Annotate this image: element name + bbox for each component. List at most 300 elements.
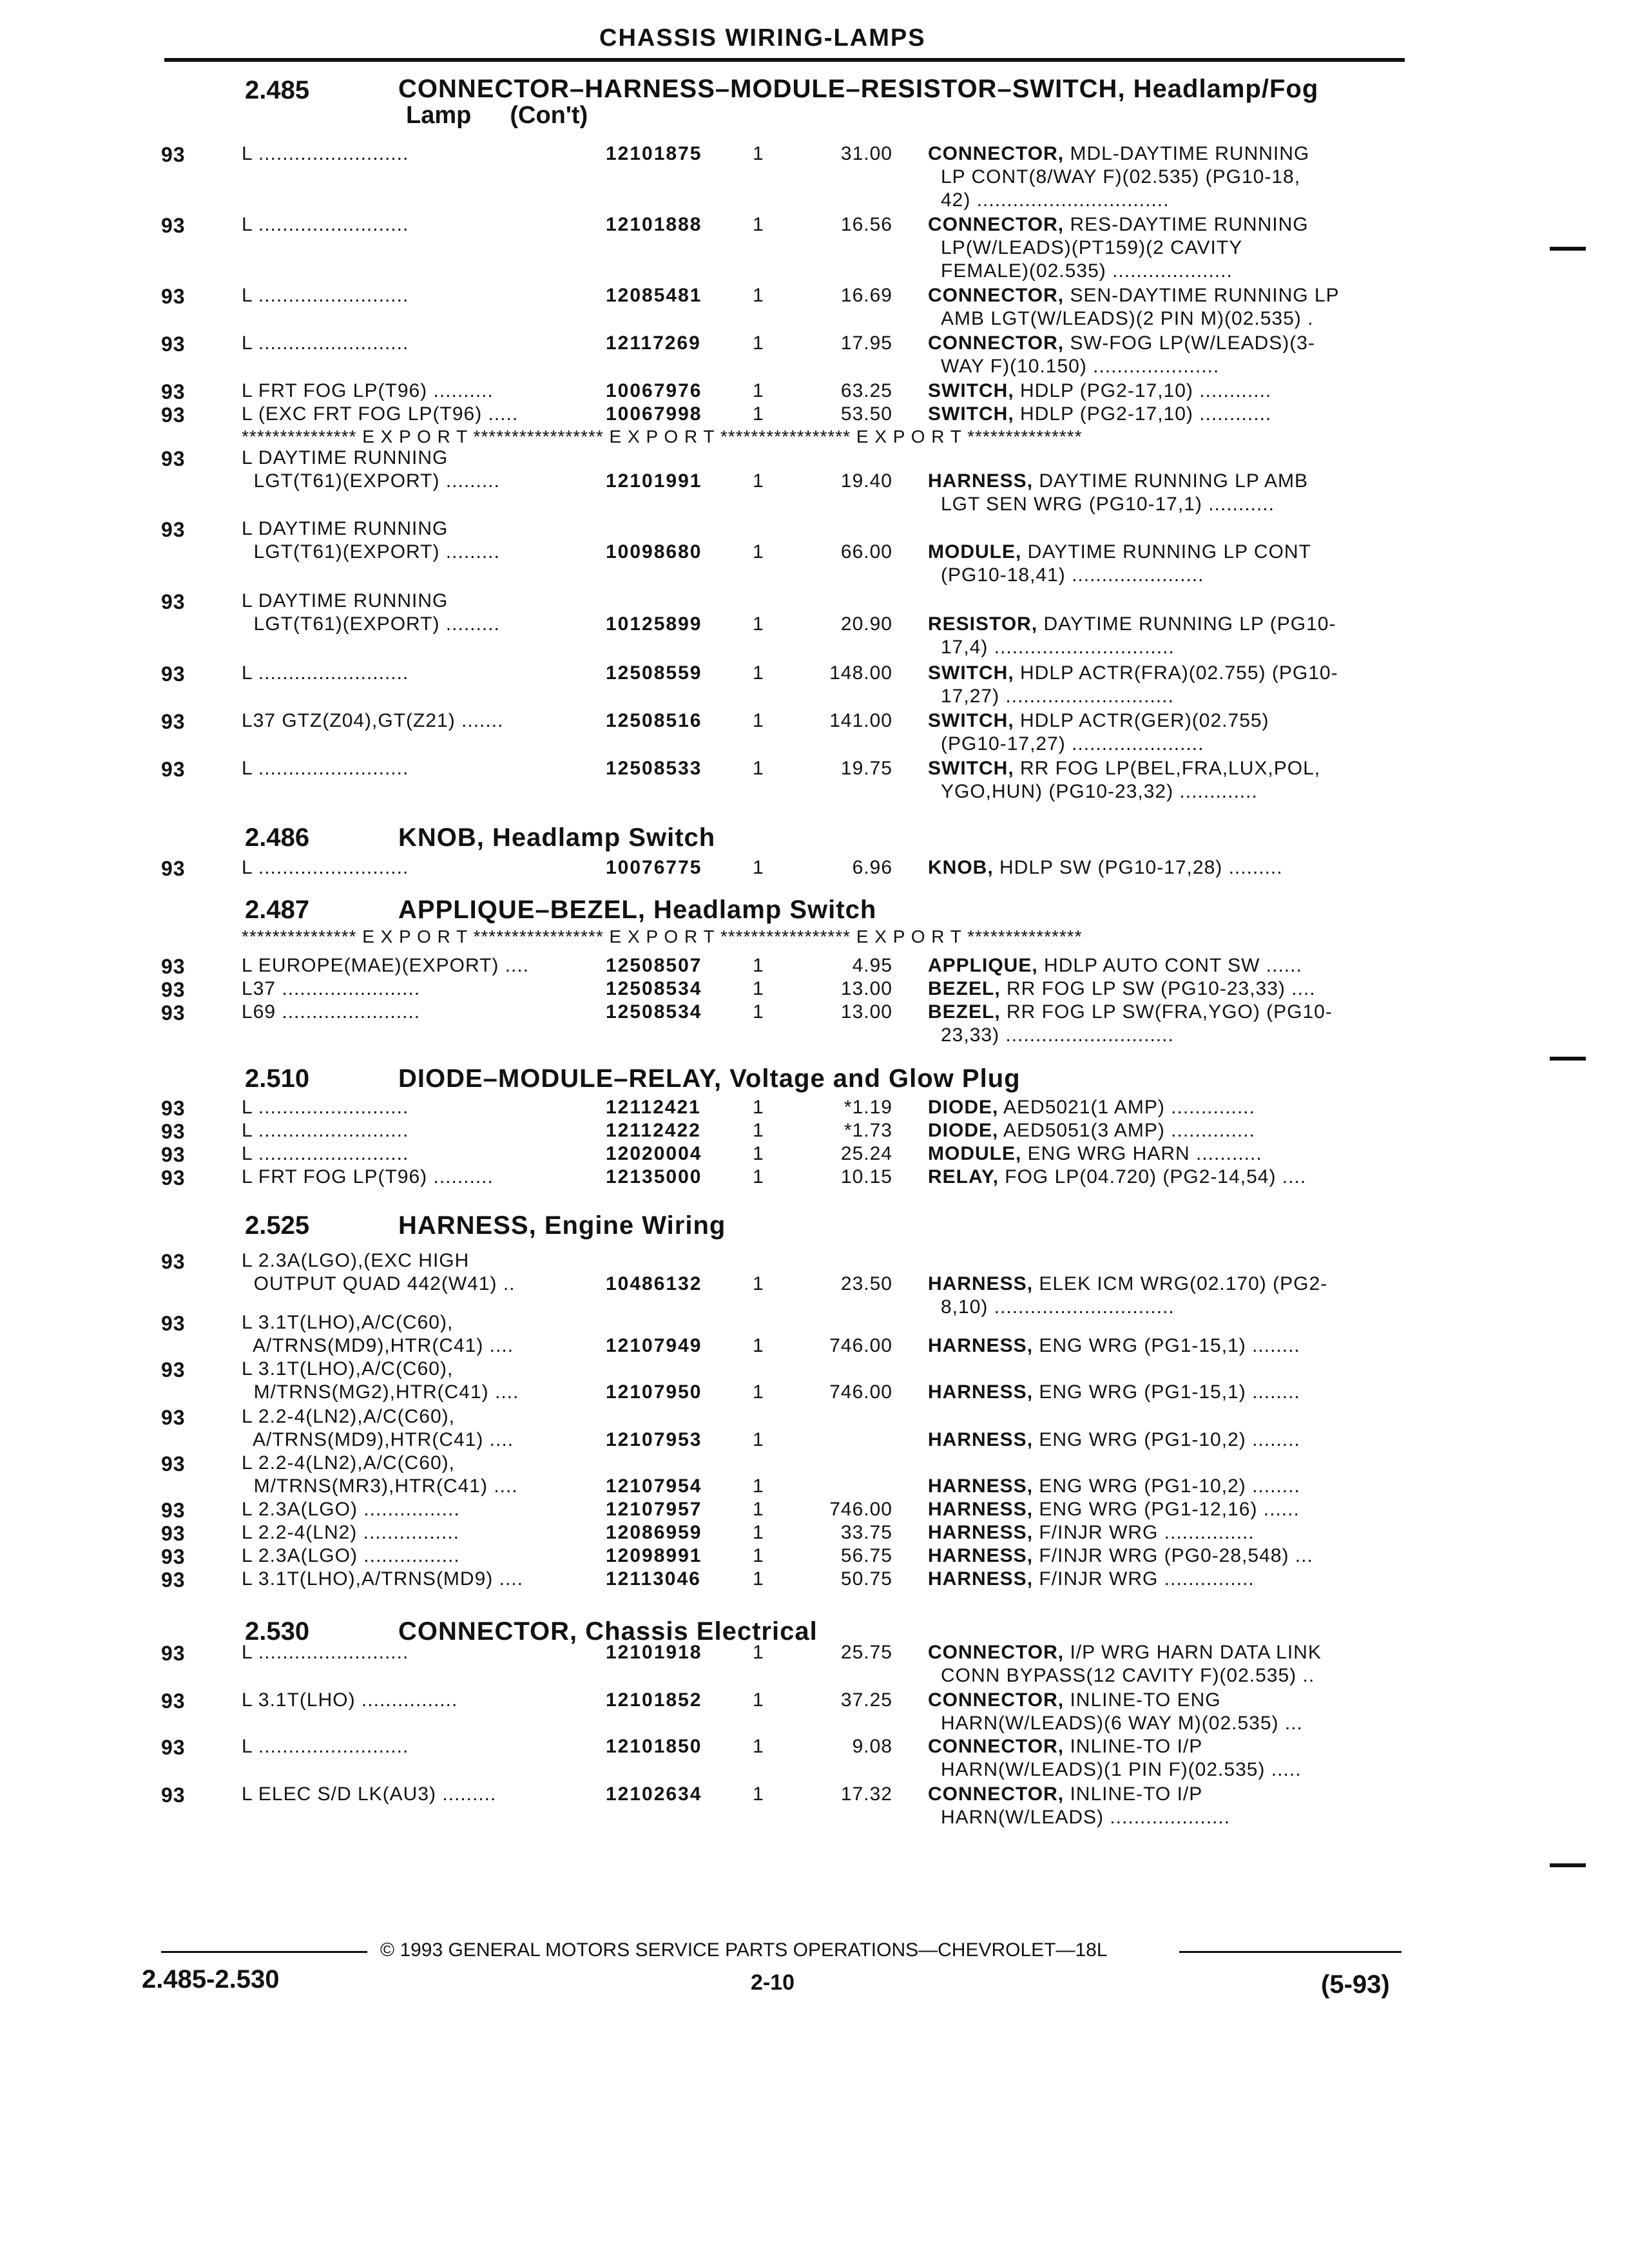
part-detail: RR FOG LP(BEL,FRA,LUX,POL,	[1014, 758, 1321, 779]
section-title: APPLIQUE–BEZEL, Headlamp Switch	[398, 896, 877, 924]
part-number: 12508507	[606, 955, 702, 976]
part-type: CONNECTOR,	[928, 1642, 1065, 1663]
part-type: HARNESS,	[928, 1429, 1034, 1450]
usage-description: L37 .......................	[242, 978, 421, 999]
part-detail: DAYTIME RUNNING LP CONT	[1021, 541, 1311, 562]
price: 19.75	[840, 758, 892, 779]
model-year: 93	[161, 758, 186, 781]
usage-description: L 3.1T(LHO),A/TRNS(MD9) ....	[242, 1568, 523, 1590]
part-type: CONNECTOR,	[928, 1689, 1065, 1711]
part-description	[928, 710, 1269, 732]
part-description-continued: HARN(W/LEADS)(6 WAY M)(02.535) ...	[941, 1713, 1303, 1734]
model-year: 93	[161, 1545, 186, 1568]
model-year: 93	[161, 1642, 186, 1665]
part-description	[928, 758, 1320, 780]
price: 33.75	[840, 1522, 892, 1543]
part-number: 10067998	[606, 403, 702, 425]
price: *1.73	[843, 1120, 892, 1141]
part-number: 12101888	[606, 214, 702, 235]
quantity: 1	[753, 541, 764, 562]
part-detail: ENG WRG (PG1-15,1) ........	[1033, 1335, 1300, 1356]
model-year: 93	[161, 1120, 186, 1143]
section-number: 2.487	[245, 896, 310, 924]
section-subtitle-lamp: Lamp	[406, 102, 472, 129]
usage-description: M/TRNS(MR3),HTR(C41) ....	[242, 1475, 518, 1497]
part-detail: ENG WRG (PG1-10,2) ........	[1033, 1429, 1300, 1450]
usage-description: L .........................	[242, 143, 409, 164]
quantity: 1	[753, 1273, 764, 1294]
part-number: 12107950	[606, 1381, 702, 1403]
price: 10.15	[840, 1166, 892, 1187]
usage-description: L 2.3A(LGO) ................	[242, 1499, 460, 1520]
part-description	[928, 1475, 1300, 1497]
part-type: HARNESS,	[928, 1273, 1034, 1294]
usage-description: L DAYTIME RUNNING	[242, 590, 448, 611]
section-number: 2.486	[245, 823, 310, 852]
part-description	[928, 1642, 1322, 1664]
part-number: 10076775	[606, 857, 702, 878]
part-description	[928, 143, 1309, 165]
part-description-continued: HARN(W/LEADS) ....................	[941, 1807, 1231, 1828]
usage-description: L FRT FOG LP(T96) ..........	[242, 1166, 494, 1187]
part-detail: SEN-DAYTIME RUNNING LP	[1064, 285, 1340, 306]
quantity: 1	[753, 1736, 764, 1757]
model-year: 93	[161, 1001, 186, 1024]
model-year: 93	[161, 332, 186, 356]
part-description	[928, 1001, 1333, 1023]
page-header: CHASSIS WIRING-LAMPS	[599, 24, 926, 52]
part-type: HARNESS,	[928, 1545, 1034, 1566]
part-detail: HDLP (PG2-17,10) ............	[1014, 380, 1272, 401]
part-type: SWITCH,	[928, 380, 1014, 401]
part-detail: INLINE-TO I/P	[1064, 1736, 1203, 1757]
usage-description: L .........................	[242, 758, 409, 779]
part-detail: ENG WRG (PG1-10,2) ........	[1033, 1475, 1300, 1497]
price: 20.90	[840, 613, 892, 635]
section-title: DIODE–MODULE–RELAY, Voltage and Glow Plug	[398, 1064, 1021, 1093]
part-detail: F/INJR WRG (PG0-28,548) ...	[1033, 1545, 1313, 1566]
part-number: 12508559	[606, 662, 702, 684]
quantity: 1	[753, 613, 764, 635]
quantity: 1	[753, 710, 764, 731]
model-year: 93	[161, 857, 186, 880]
price: *1.19	[843, 1097, 892, 1118]
part-description	[928, 1783, 1202, 1805]
part-description	[928, 1166, 1306, 1188]
model-year: 93	[161, 1689, 186, 1713]
footer-date: (5-93)	[1321, 1970, 1390, 1999]
model-year: 93	[161, 1406, 186, 1429]
part-number: 12101852	[606, 1689, 702, 1711]
export-separator: *************** E X P O R T ***************** E X P O R T ***************** E X P O R T ***************	[242, 427, 1083, 447]
price: 148.00	[829, 662, 892, 684]
section-title-continued	[406, 102, 588, 130]
model-year: 93	[161, 403, 186, 427]
part-detail: RES-DAYTIME RUNNING	[1064, 214, 1309, 235]
section-number: 2.485	[245, 76, 310, 104]
part-type: HARNESS,	[928, 470, 1034, 492]
part-type: SWITCH,	[928, 710, 1014, 731]
quantity: 1	[753, 403, 764, 425]
part-detail: INLINE-TO I/P	[1064, 1783, 1203, 1805]
edge-mark	[1550, 247, 1586, 251]
usage-description: L .........................	[242, 214, 409, 235]
usage-description: L .........................	[242, 1736, 409, 1757]
part-detail: SW-FOG LP(W/LEADS)(3-	[1064, 332, 1315, 354]
part-description-continued: (PG10-17,27) ......................	[941, 733, 1204, 754]
part-number: 10486132	[606, 1273, 702, 1294]
usage-description: OUTPUT QUAD 442(W41) ..	[242, 1273, 516, 1294]
part-description	[928, 1522, 1255, 1544]
part-type: HARNESS,	[928, 1335, 1034, 1356]
part-detail: HDLP ACTR(FRA)(02.755) (PG10-	[1014, 662, 1338, 684]
part-number: 12020004	[606, 1143, 702, 1164]
part-type: KNOB,	[928, 857, 994, 878]
part-description-continued: (PG10-18,41) ......................	[941, 564, 1204, 586]
quantity: 1	[753, 332, 764, 354]
model-year: 93	[161, 1097, 186, 1120]
quantity: 1	[753, 1001, 764, 1023]
usage-description: L37 GTZ(Z04),GT(Z21) .......	[242, 710, 504, 731]
part-type: DIODE,	[928, 1120, 999, 1141]
price: 6.96	[852, 857, 892, 878]
quantity: 1	[753, 1429, 764, 1450]
part-description	[928, 285, 1340, 307]
part-number: 12508516	[606, 710, 702, 731]
part-type: CONNECTOR,	[928, 332, 1065, 354]
part-description-continued: 17,4) ..............................	[941, 637, 1175, 658]
usage-description: L 3.1T(LHO) ................	[242, 1689, 458, 1711]
price: 66.00	[840, 541, 892, 562]
model-year: 93	[161, 380, 186, 403]
usage-description: L .........................	[242, 662, 409, 684]
part-number: 12101918	[606, 1642, 702, 1663]
model-year: 93	[161, 1783, 186, 1807]
model-year: 93	[161, 662, 186, 686]
price: 25.75	[840, 1642, 892, 1663]
usage-description: L 2.3A(LGO),(EXC HIGH	[242, 1250, 470, 1271]
usage-description: L .........................	[242, 285, 409, 306]
section-number: 2.510	[245, 1064, 310, 1093]
export-separator: *************** E X P O R T ***************** E X P O R T ***************** E X P O R T ***************	[242, 927, 1083, 947]
part-type: CONNECTOR,	[928, 285, 1065, 306]
part-description	[928, 380, 1271, 402]
edge-mark	[1550, 1863, 1586, 1867]
model-year: 93	[161, 590, 186, 613]
usage-description: LGT(T61)(EXPORT) .........	[242, 470, 500, 492]
quantity: 1	[753, 1545, 764, 1566]
price: 13.00	[840, 1001, 892, 1023]
part-type: MODULE,	[928, 541, 1022, 562]
part-type: DIODE,	[928, 1097, 999, 1118]
part-type: HARNESS,	[928, 1568, 1034, 1590]
model-year: 93	[161, 143, 186, 166]
usage-description: L FRT FOG LP(T96) ..........	[242, 380, 494, 401]
part-description-continued: WAY F)(10.150) .....................	[941, 356, 1220, 377]
footer-range: 2.485-2.530	[142, 1965, 280, 1994]
price: 746.00	[829, 1499, 892, 1520]
section-title: HARNESS, Engine Wiring	[398, 1211, 726, 1240]
part-description	[928, 1143, 1262, 1165]
model-year: 93	[161, 955, 186, 978]
quantity: 1	[753, 662, 764, 684]
price: 50.75	[840, 1568, 892, 1590]
usage-description: L 2.3A(LGO) ................	[242, 1545, 460, 1566]
quantity: 1	[753, 1097, 764, 1118]
quantity: 1	[753, 143, 764, 164]
part-type: CONNECTOR,	[928, 1783, 1065, 1805]
usage-description: L 2.2-4(LN2),A/C(C60),	[242, 1452, 455, 1474]
price: 13.00	[840, 978, 892, 999]
model-year: 93	[161, 1568, 186, 1591]
model-year: 93	[161, 1499, 186, 1522]
part-description-continued: HARN(W/LEADS)(1 PIN F)(02.535) .....	[941, 1759, 1302, 1780]
quantity: 1	[753, 1499, 764, 1520]
quantity: 1	[753, 1381, 764, 1403]
quantity: 1	[753, 1689, 764, 1711]
model-year: 93	[161, 447, 186, 470]
model-year: 93	[161, 1143, 186, 1166]
part-number: 10098680	[606, 541, 702, 562]
part-detail: DAYTIME RUNNING LP AMB	[1033, 470, 1308, 492]
part-number: 12107953	[606, 1429, 702, 1450]
part-type: CONNECTOR,	[928, 1736, 1065, 1757]
part-detail: INLINE-TO ENG	[1064, 1689, 1221, 1711]
model-year: 93	[161, 1166, 186, 1189]
part-number: 12135000	[606, 1166, 702, 1187]
part-detail: F/INJR WRG ...............	[1033, 1522, 1255, 1543]
part-type: RELAY,	[928, 1166, 999, 1187]
edge-mark	[1550, 1057, 1586, 1061]
quantity: 1	[753, 1475, 764, 1497]
quantity: 1	[753, 955, 764, 976]
part-description-continued: LGT SEN WRG (PG10-17,1) ...........	[941, 494, 1275, 515]
part-description-continued: FEMALE)(02.535) ....................	[941, 260, 1233, 282]
part-number: 12112422	[606, 1120, 701, 1141]
part-description	[928, 1545, 1313, 1567]
usage-description: L .........................	[242, 1642, 409, 1663]
part-description-continued: LP CONT(8/WAY F)(02.535) (PG10-18,	[941, 166, 1301, 187]
model-year: 93	[161, 1312, 186, 1335]
part-description	[928, 1381, 1300, 1403]
part-description	[928, 978, 1316, 1000]
model-year: 93	[161, 1250, 186, 1273]
part-number: 12101991	[606, 470, 702, 492]
price: 17.95	[840, 332, 892, 354]
part-type: MODULE,	[928, 1143, 1022, 1164]
usage-description: LGT(T61)(EXPORT) .........	[242, 613, 500, 635]
model-year: 93	[161, 1522, 186, 1545]
part-description	[928, 470, 1308, 492]
model-year: 93	[161, 1358, 186, 1381]
part-number: 12086959	[606, 1522, 702, 1543]
part-detail: HDLP ACTR(GER)(02.755)	[1014, 710, 1269, 731]
part-description-continued: LP(W/LEADS)(PT159)(2 CAVITY	[941, 237, 1243, 258]
part-detail: MDL-DAYTIME RUNNING	[1064, 143, 1310, 164]
part-detail: RR FOG LP SW(FRA,YGO) (PG10-	[1000, 1001, 1333, 1023]
part-number: 12107949	[606, 1335, 702, 1356]
part-type: APPLIQUE,	[928, 955, 1038, 976]
part-detail: ENG WRG (PG1-12,16) ......	[1033, 1499, 1300, 1520]
part-description	[928, 1097, 1255, 1119]
part-description	[928, 955, 1302, 977]
part-number: 12101850	[606, 1736, 702, 1757]
part-description	[928, 1736, 1202, 1758]
usage-description: L (EXC FRT FOG LP(T96) .....	[242, 403, 519, 425]
price: 56.75	[840, 1545, 892, 1566]
part-detail: ELEK ICM WRG(02.170) (PG2-	[1033, 1273, 1328, 1294]
section-title: CONNECTOR, Chassis Electrical	[398, 1617, 818, 1646]
part-description	[928, 1499, 1300, 1521]
usage-description: L69 .......................	[242, 1001, 421, 1023]
quantity: 1	[753, 758, 764, 779]
quantity: 1	[753, 1568, 764, 1590]
part-detail: ENG WRG HARN ...........	[1021, 1143, 1262, 1164]
usage-description: LGT(T61)(EXPORT) .........	[242, 541, 500, 562]
part-type: BEZEL,	[928, 978, 1001, 999]
part-type: HARNESS,	[928, 1499, 1034, 1520]
quantity: 1	[753, 1783, 764, 1805]
price: 746.00	[829, 1381, 892, 1403]
usage-description: L .........................	[242, 1143, 409, 1164]
part-number: 10067976	[606, 380, 702, 401]
part-detail: RR FOG LP SW (PG10-23,33) ....	[1000, 978, 1316, 999]
part-type: BEZEL,	[928, 1001, 1001, 1023]
quantity: 1	[753, 1143, 764, 1164]
price: 141.00	[829, 710, 892, 731]
model-year: 93	[161, 1452, 186, 1475]
part-number: 12101875	[606, 143, 702, 164]
usage-description: L EUROPE(MAE)(EXPORT) ....	[242, 955, 530, 976]
part-type: HARNESS,	[928, 1475, 1034, 1497]
footer-rule-left	[161, 1951, 367, 1953]
quantity: 1	[753, 470, 764, 492]
usage-description: L 3.1T(LHO),A/C(C60),	[242, 1312, 454, 1333]
price: 23.50	[840, 1273, 892, 1294]
part-description	[928, 662, 1338, 684]
usage-description: L ELEC S/D LK(AU3) .........	[242, 1783, 497, 1805]
part-description	[928, 1120, 1255, 1142]
usage-description: L DAYTIME RUNNING	[242, 447, 448, 468]
usage-description: L .........................	[242, 332, 409, 354]
part-description-continued: 23,33) ............................	[941, 1024, 1174, 1046]
part-detail: HDLP (PG2-17,10) ............	[1014, 403, 1272, 425]
section-subtitle-cont: (Con't)	[510, 102, 588, 129]
part-type: RESISTOR,	[928, 613, 1038, 635]
footer-copyright: © 1993 GENERAL MOTORS SERVICE PARTS OPERATIONS—CHEVROLET—18L	[380, 1939, 1108, 1961]
price: 16.69	[840, 285, 892, 306]
usage-description: L .........................	[242, 1097, 409, 1118]
part-number: 12112421	[606, 1097, 701, 1118]
part-detail: HDLP AUTO CONT SW ......	[1037, 955, 1302, 976]
part-number: 12117269	[606, 332, 701, 354]
part-number: 12113046	[606, 1568, 701, 1590]
part-description-continued: 8,10) ..............................	[941, 1296, 1175, 1318]
model-year: 93	[161, 978, 186, 1001]
usage-description: L .........................	[242, 857, 409, 878]
part-type: SWITCH,	[928, 758, 1014, 779]
quantity: 1	[753, 1166, 764, 1187]
part-number: 12107954	[606, 1475, 702, 1497]
usage-description: L 3.1T(LHO),A/C(C60),	[242, 1358, 454, 1379]
footer-rule-right	[1179, 1951, 1402, 1953]
part-number: 12508534	[606, 1001, 702, 1023]
quantity: 1	[753, 214, 764, 235]
part-description-continued: 42) ................................	[941, 189, 1170, 211]
usage-description: L 2.2-4(LN2) ................	[242, 1522, 459, 1543]
part-detail: ENG WRG (PG1-15,1) ........	[1033, 1381, 1300, 1403]
section-title: KNOB, Headlamp Switch	[398, 823, 716, 852]
part-detail: AED5021(1 AMP) ..............	[998, 1097, 1255, 1118]
part-detail: HDLP SW (PG10-17,28) .........	[993, 857, 1283, 878]
model-year: 93	[161, 214, 186, 237]
section-number: 2.530	[245, 1617, 310, 1646]
part-detail: DAYTIME RUNNING LP (PG10-	[1037, 613, 1336, 635]
section-number: 2.525	[245, 1211, 310, 1240]
part-description	[928, 1689, 1221, 1711]
footer-page-number: 2-10	[751, 1970, 795, 1995]
part-description-continued: CONN BYPASS(12 CAVITY F)(02.535) ..	[941, 1665, 1315, 1686]
part-type: HARNESS,	[928, 1522, 1034, 1543]
part-number: 12508533	[606, 758, 702, 779]
part-number: 12098991	[606, 1545, 702, 1566]
price: 31.00	[840, 143, 892, 164]
part-description	[928, 541, 1311, 563]
part-number: 12085481	[606, 285, 702, 306]
price: 4.95	[852, 955, 892, 976]
usage-description: L .........................	[242, 1120, 409, 1141]
usage-description: A/TRNS(MD9),HTR(C41) ....	[242, 1429, 514, 1450]
part-description	[928, 1273, 1327, 1295]
price: 17.32	[840, 1783, 892, 1805]
part-description	[928, 857, 1283, 879]
part-description	[928, 214, 1309, 236]
part-number: 10125899	[606, 613, 702, 635]
model-year: 93	[161, 285, 186, 308]
part-detail: FOG LP(04.720) (PG2-14,54) ....	[998, 1166, 1307, 1187]
price: 63.25	[840, 380, 892, 401]
quantity: 1	[753, 380, 764, 401]
price: 746.00	[829, 1335, 892, 1356]
part-detail: F/INJR WRG ...............	[1033, 1568, 1255, 1590]
section-title: CONNECTOR–HARNESS–MODULE–RESISTOR–SWITCH, Headlamp/Fog	[398, 75, 1319, 103]
price: 9.08	[852, 1736, 892, 1757]
quantity: 1	[753, 1335, 764, 1356]
part-description	[928, 1429, 1300, 1451]
part-description-continued: AMB LGT(W/LEADS)(2 PIN M)(02.535) .	[941, 308, 1314, 329]
model-year: 93	[161, 518, 186, 541]
part-number: 12102634	[606, 1783, 702, 1805]
part-description	[928, 1335, 1300, 1357]
quantity: 1	[753, 857, 764, 878]
top-rule	[164, 58, 1405, 62]
part-description-continued: 17,27) ............................	[941, 686, 1174, 707]
price: 19.40	[840, 470, 892, 492]
quantity: 1	[753, 1642, 764, 1663]
usage-description: M/TRNS(MG2),HTR(C41) ....	[242, 1381, 519, 1403]
part-type: HARNESS,	[928, 1381, 1034, 1403]
price: 16.56	[840, 214, 892, 235]
part-description	[928, 1568, 1255, 1590]
part-type: SWITCH,	[928, 403, 1014, 425]
quantity: 1	[753, 1522, 764, 1543]
part-number: 12107957	[606, 1499, 702, 1520]
model-year: 93	[161, 710, 186, 733]
part-description-continued: YGO,HUN) (PG10-23,32) .............	[941, 781, 1258, 802]
price: 25.24	[840, 1143, 892, 1164]
price: 37.25	[840, 1689, 892, 1711]
part-description	[928, 332, 1315, 354]
